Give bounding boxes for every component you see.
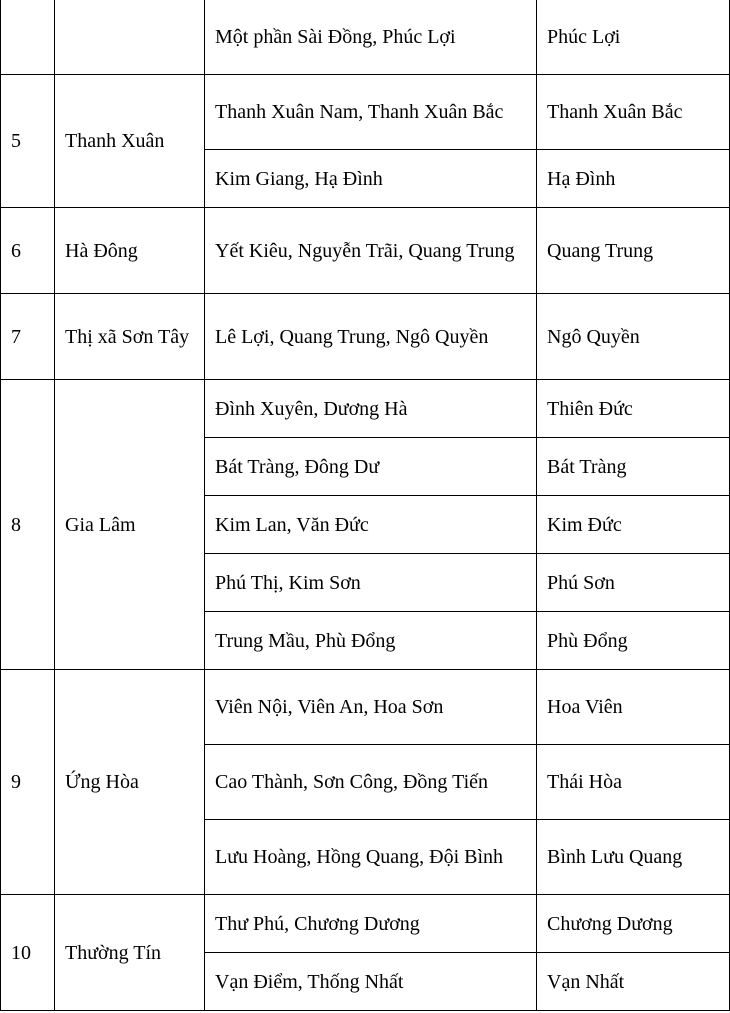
table-row — [1, 895, 730, 953]
table-row — [1, 75, 730, 150]
merged-communes-cell: Kim Giang, Hạ Đình — [205, 150, 537, 208]
new-commune-cell: Hoa Viên — [537, 670, 730, 745]
new-commune-cell: Quang Trung — [537, 208, 730, 294]
district-cell: Thường Tín — [55, 895, 205, 1011]
new-commune-cell: Thái Hòa — [537, 745, 730, 820]
district-cell: Gia Lâm — [55, 380, 205, 670]
table-row — [1, 294, 730, 380]
merged-communes-cell: Cao Thành, Sơn Công, Đồng Tiến — [205, 745, 537, 820]
new-commune-cell: Bình Lưu Quang — [537, 820, 730, 895]
district-cell: Hà Đông — [55, 208, 205, 294]
new-commune-cell: Phúc Lợi — [537, 0, 730, 75]
row-number-cell: 8 — [1, 380, 55, 670]
row-number-cell: 5 — [1, 75, 55, 208]
new-commune-cell: Bát Tràng — [537, 438, 730, 496]
merged-communes-cell: Viên Nội, Viên An, Hoa Sơn — [205, 670, 537, 745]
row-number-cell: 10 — [1, 895, 55, 1011]
merged-communes-cell: Thư Phú, Chương Dương — [205, 895, 537, 953]
merged-communes-cell: Đình Xuyên, Dương Hà — [205, 380, 537, 438]
new-commune-cell: Vạn Nhất — [537, 953, 730, 1011]
new-commune-cell: Hạ Đình — [537, 150, 730, 208]
table-row — [1, 208, 730, 294]
merged-communes-cell: Bát Tràng, Đông Dư — [205, 438, 537, 496]
merged-communes-cell: Yết Kiêu, Nguyễn Trãi, Quang Trung — [205, 208, 537, 294]
row-number-cell — [1, 0, 55, 75]
new-commune-cell: Kim Đức — [537, 496, 730, 554]
district-cell: Ứng Hòa — [55, 670, 205, 895]
new-commune-cell: Phù Đổng — [537, 612, 730, 670]
row-number-cell: 6 — [1, 208, 55, 294]
district-cell: Thanh Xuân — [55, 75, 205, 208]
table-row — [1, 0, 730, 75]
merged-communes-cell: Kim Lan, Văn Đức — [205, 496, 537, 554]
new-commune-cell: Chương Dương — [537, 895, 730, 953]
district-cell: Thị xã Sơn Tây — [55, 294, 205, 380]
merged-communes-cell: Thanh Xuân Nam, Thanh Xuân Bắc — [205, 75, 537, 150]
row-number-cell: 7 — [1, 294, 55, 380]
merged-communes-cell: Lê Lợi, Quang Trung, Ngô Quyền — [205, 294, 537, 380]
merged-communes-cell: Trung Mầu, Phù Đổng — [205, 612, 537, 670]
merged-communes-cell: Phú Thị, Kim Sơn — [205, 554, 537, 612]
district-cell — [55, 0, 205, 75]
new-commune-cell: Thanh Xuân Bắc — [537, 75, 730, 150]
new-commune-cell: Phú Sơn — [537, 554, 730, 612]
merged-communes-cell: Lưu Hoàng, Hồng Quang, Đội Bình — [205, 820, 537, 895]
merged-communes-cell: Vạn Điểm, Thống Nhất — [205, 953, 537, 1011]
merged-communes-cell: Một phần Sài Đồng, Phúc Lợi — [205, 0, 537, 75]
row-number-cell: 9 — [1, 670, 55, 895]
new-commune-cell: Thiên Đức — [537, 380, 730, 438]
table-row — [1, 380, 730, 438]
new-commune-cell: Ngô Quyền — [537, 294, 730, 380]
table-row — [1, 670, 730, 745]
